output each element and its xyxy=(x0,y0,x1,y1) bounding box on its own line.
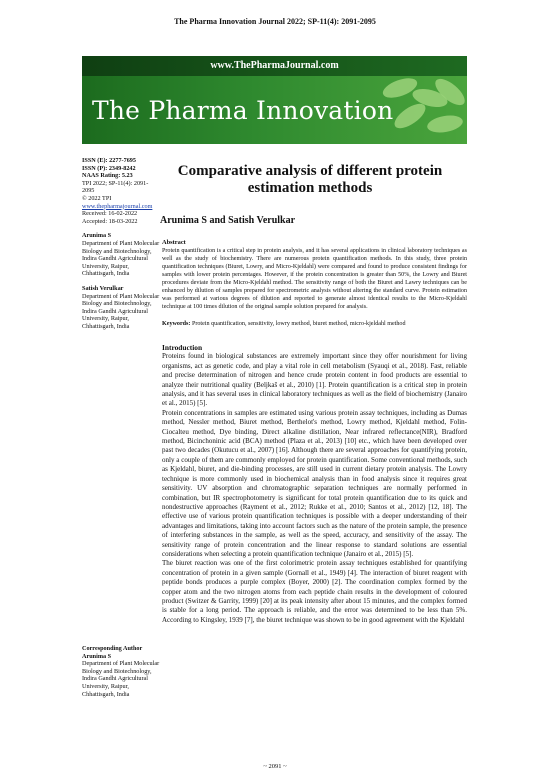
corresponding-name: Arunima S xyxy=(82,652,112,660)
affiliation-line: Chhattisgarh, India xyxy=(82,322,130,330)
corresponding-affiliation-line: Department of Plant Molecular xyxy=(82,660,160,668)
paper-authors: Arunima S and Satish Verulkar xyxy=(160,215,296,226)
meta-line: ISSN (P): 2349-8242 xyxy=(82,164,136,172)
corresponding-author xyxy=(82,645,160,698)
affiliation-line: Chhattisgarh, India xyxy=(82,270,130,278)
journal-website-link[interactable]: www.thepharmajournal.com xyxy=(82,202,153,210)
corresponding-affiliation-line: University, Raipur, xyxy=(82,682,129,690)
meta-line: Accepted: 18-03-2022 xyxy=(82,217,138,225)
keywords-label: Keywords: xyxy=(162,321,191,327)
intro-paragraph-1: Proteins found in biological substances are extremely important since they offer nourishment for living organisms, act as genetic code, and play a vital role in cell metabolism (Syauqi et al., 2018). Fast, reliable and precise determination of nitrogen and hence crude protein content in food products are essential to analyze their nutritional quality (Beljkaš et al., 2010) [1]. Protein quantification is a critical step in protein analysis, and it has several uses in clinical laboratory techniques as well as the field of biochemistry (Janairo et al., 2015) [5]. xyxy=(162,352,467,408)
corresponding-affiliation-line: Biology and Biotechnology, xyxy=(82,667,152,675)
page-number: ~ 2091 ~ xyxy=(263,763,287,770)
affiliation-author-name: Arunima S xyxy=(82,232,112,240)
affiliation-line: Indira Gandhi Agricultural xyxy=(82,307,148,315)
meta-line: ISSN (E): 2277-7695 xyxy=(82,157,136,164)
affiliation-line: Department of Plant Molecular xyxy=(82,292,160,300)
abstract-heading: Abstract xyxy=(162,239,186,246)
corresponding-affiliation xyxy=(82,660,160,698)
abstract xyxy=(162,239,467,311)
affiliation-line: Department of Plant Molecular xyxy=(82,239,160,247)
meta-line: TPI 2022; SP-11(4): 2091-2095 xyxy=(82,179,149,195)
intro-paragraph-3: The biuret reaction was one of the first colorimetric protein assay techniques established for quantifying concentration of protein in a given sample (Gornall et al., 1949) [4]. The interaction of biuret reagent with peptide bonds produces a purple complex (Boyer, 2000) [2]. The coordination complex formed by the copper atom and the two nitrogen atoms from each peptide chain results in the development of coloured product (Switzer & Garrity, 1999) [20] at its peak intensity after about 15 minutes, and the complex formed is stable for a long period. The approach is reliable, and the error was determined to be less than 5%. According to Kingsley, 1939 [7], the biuret technique was shown to be in good agreement with the Kjeldahl xyxy=(162,559,467,624)
meta-line: © 2022 TPI xyxy=(82,194,112,202)
banner-title: The Pharma Innovation xyxy=(92,96,394,125)
abstract-text: Protein quantification is a critical step in protein analysis, and it has several applications in clinical laboratory techniques as well as the study of biochemistry. There are numerous protein quantification methods. In this study, three protein quantification techniques (Biuret, Lowry, and Micro-Kjeldahl) were compared and found to produce consistent findings for samples with lower protein percentages. However, if the protein concentration is greater than 50%, the Lowry and Biuret procedures deviate from the Micro-Kjeldahl method. The sensitivity range of both the Biuret and Lawry techniques can be enhanced by dilution of samples prepared for spectrometric analysis without altering the standard curve. Protein estimation was performed at various degrees of dilution and reported to generate almost identical results to the Micro-Kjeldahl technique at 100 times dilution of the original sample solution prepared for analysis. xyxy=(162,248,467,310)
affiliation-list xyxy=(82,232,160,337)
meta-line: Received: 16-02-2022 xyxy=(82,210,138,218)
affiliation-line: Indira Gandhi Agricultural xyxy=(82,255,148,263)
affiliation-author-name: Satish Verulkar xyxy=(82,284,124,292)
corresponding-affiliation-line: Indira Gandhi Agricultural xyxy=(82,675,148,683)
introduction xyxy=(162,343,467,625)
introduction-heading: Introduction xyxy=(162,343,203,352)
article-meta xyxy=(82,157,160,337)
corresponding-heading: Corresponding Author xyxy=(82,645,143,652)
meta-list xyxy=(82,157,160,225)
corresponding-affiliation-line: Chhattisgarh, India xyxy=(82,690,130,698)
affiliation-line: Biology and Biotechnology, xyxy=(82,300,152,308)
intro-paragraph-2: Protein concentrations in samples are estimated using various protein assay techniques, including as Dumas method, Nessler method, Biuret method, Berthelot's method, Lowry method, Kjeldahl method, Folin-Ciocalteu method, Dye binding, Direct alkaline distillation, Near infrared reflectance(NIR), Bradford method, Bicinchoninic acid (BCA) method (Plaza et al., 2013) [10] etc., which have been developed over past two decades (Okutucu et al., 2007) [16]. Although there are several approaches for quantifying protein, only a couple of them are commonly employed for protein quantification. Some conventional methods, such as Kjeldahl, biuret, and die-binding processes, are still used in current dietary protein analysis. The Lowry technique is more commonly used in biochemical analysis than in food analysis since it requires great sensitivity. UV absorption and chromatographic separation techniques are normally performed in combination, but IR spectrophotometry is significant for total protein quantification due to its quick and nondestructive approaches (Rayment et al., 2012; Rukke et al., 2010; Santos et al., 2012) [12, 18]. The effective use of various protein quantification techniques is possible with a deeper understanding of their advantages and limitations, taking into account factors such as the nature of the protein sample, the presence of interfering substances in the sample, as well as the speed, accuracy, and sensitivity of the assay. The sensitivity range of protein concentration and the linear response to standard solutions are essential considerations when selecting a protein quantification technique (Janairo et al., 2015) [5]. xyxy=(162,408,467,558)
affiliation-line: University, Raipur, xyxy=(82,315,129,323)
leaf-icon xyxy=(426,113,464,135)
affiliation-line: University, Raipur, xyxy=(82,262,129,270)
affiliation-line: Biology and Biotechnology, xyxy=(82,247,152,255)
meta-line: NAAS Rating: 5.23 xyxy=(82,172,133,180)
banner-url[interactable]: www.ThePharmaJournal.com xyxy=(210,60,339,71)
journal-banner xyxy=(82,56,467,144)
paper-title: Comparative analysis of different protein estimation methods xyxy=(177,163,443,196)
journal-header: The Pharma Innovation Journal 2022; SP-11(4): 2091-2095 xyxy=(174,17,376,26)
keywords-text: Protein quantification, sensitivity, lowry method, biuret method, micro-kjeldahl method xyxy=(191,321,406,327)
leaf-icon xyxy=(391,99,430,133)
keywords xyxy=(162,321,467,327)
